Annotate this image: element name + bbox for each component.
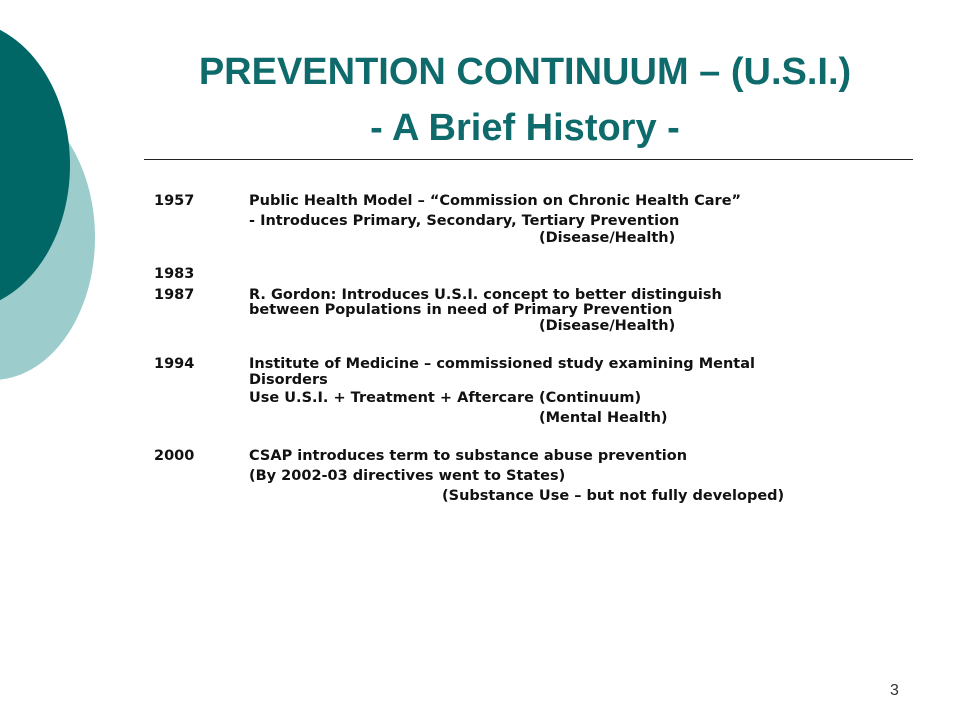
year-2000: 2000 (154, 448, 195, 464)
year-1987: 1987 (154, 287, 195, 303)
entry-2000-line-1: CSAP introduces term to substance abuse prevention (249, 448, 688, 464)
entry-1987-line-1: R. Gordon: Introduces U.S.I. concept to better distinguish (249, 287, 722, 303)
entry-1987-line-2: between Populations in need of Primary Prevention (249, 302, 673, 318)
year-1983: 1983 (154, 266, 195, 282)
entry-2000-line-3: (Substance Use – but not fully developed) (442, 488, 785, 504)
year-1957: 1957 (154, 193, 195, 209)
entry-1994-line-1: Institute of Medicine – commissioned study examining Mental (249, 356, 755, 372)
title-divider (144, 159, 913, 160)
entry-1987-line-3: (Disease/Health) (539, 318, 676, 334)
slide-title (120, 44, 930, 156)
title-line-2: - A Brief History - (370, 107, 680, 149)
entry-1957-line-1: Public Health Model – “Commission on Chronic Health Care” (249, 193, 742, 209)
entry-2000-line-2: (By 2002-03 directives went to States) (249, 468, 566, 484)
entry-1957-line-2: - Introduces Primary, Secondary, Tertiary Prevention (249, 213, 680, 229)
page-number: 3 (890, 682, 899, 699)
entry-1994-line-4: (Mental Health) (539, 410, 668, 426)
entry-1994-line-2: Disorders (249, 372, 328, 388)
entry-1994-line-3: Use U.S.I. + Treatment + Aftercare (Continuum) (249, 390, 642, 406)
year-1994: 1994 (154, 356, 195, 372)
title-line-1: PREVENTION CONTINUUM – (U.S.I.) (198, 51, 852, 93)
entry-1957-line-3: (Disease/Health) (539, 230, 676, 246)
